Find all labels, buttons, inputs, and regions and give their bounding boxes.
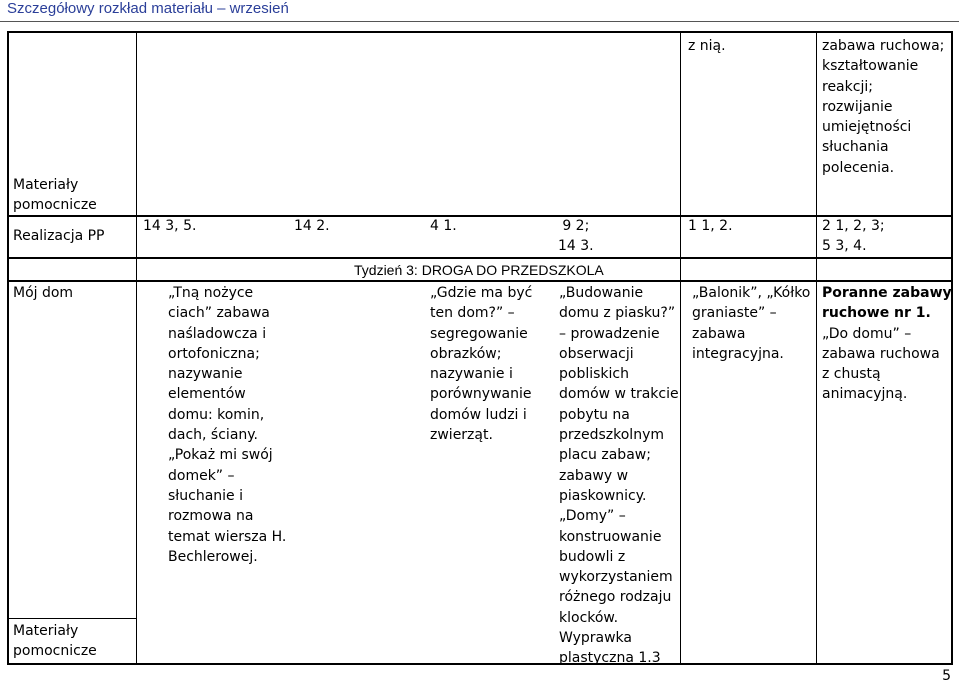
text-line: słuchanie i <box>168 487 244 504</box>
materials-label-bottom <box>13 621 97 662</box>
text-line: polecenia. <box>822 159 895 176</box>
col6-activities <box>692 283 810 364</box>
page-number: 5 <box>942 668 951 684</box>
text-line: segregowanie <box>430 325 528 342</box>
text-line: plastyczna 1.3 <box>559 650 661 667</box>
text-line: elementów <box>168 386 246 403</box>
col7-activities <box>822 283 952 405</box>
col-divider-1 <box>136 31 137 665</box>
text-line: ortofoniczna; <box>168 345 260 362</box>
header-rule <box>0 21 959 22</box>
row-divider-4 <box>7 618 137 619</box>
text-line: Bechlerowej. <box>168 548 258 565</box>
text-line: naśladowcza i <box>168 325 267 342</box>
text-line: umiejętności <box>822 119 912 136</box>
text-line: rozwijanie <box>822 98 893 115</box>
text-line: „Pokaż mi swój <box>168 447 273 464</box>
realizacja-col6: 1 1, 2. <box>688 218 733 234</box>
text-line: 2 1, 2, 3; <box>822 218 885 234</box>
text-line: animacyjną. <box>822 386 908 403</box>
text-line: klocków. <box>559 609 619 626</box>
text-line: reakcji; <box>822 78 873 95</box>
text-line: „Gdzie ma być <box>430 285 533 301</box>
topic-label: Mój dom <box>13 285 74 301</box>
col5-activities <box>559 283 679 669</box>
text-line: różnego rodzaju <box>559 589 672 606</box>
text-line: Wyprawka <box>559 630 632 647</box>
text-line: 14 3. <box>558 238 594 255</box>
text-line: budowli z <box>559 548 626 565</box>
row-divider-2 <box>7 257 953 259</box>
text-line: konstruowanie <box>559 528 662 545</box>
header-title: Szczegółowy rozkład materiału – wrzesień <box>7 0 289 17</box>
week-title: Tydzień 3: DROGA DO PRZEDSZKOLA <box>354 262 604 278</box>
text-line: zabawa ruchowa; <box>822 38 945 54</box>
text-line: z chustą <box>822 366 881 383</box>
text-line: Materiały <box>13 177 79 193</box>
text-line: – prowadzenie <box>559 325 660 342</box>
text-line: placu zabaw; <box>559 447 651 464</box>
text-line: integracyjna. <box>692 345 784 362</box>
realizacja-col2: 14 3, 5. <box>143 218 197 234</box>
text-line-bold: ruchowe nr 1. <box>822 305 931 322</box>
text-line: słuchania <box>822 139 889 156</box>
text-line: rozmowa na <box>168 508 254 525</box>
materials-label-top <box>13 175 97 216</box>
text-line: obserwacji <box>559 345 634 362</box>
col2-activities <box>168 283 286 567</box>
text-line: pobytu na <box>559 406 630 423</box>
col-divider-2 <box>680 31 681 665</box>
text-line: nazywanie i <box>430 366 513 383</box>
text-line-bold: Poranne zabawy <box>822 285 952 301</box>
text-line: zabawa ruchowa <box>822 345 940 362</box>
text-line: zwierząt. <box>430 427 493 444</box>
realizacja-col4: 4 1. <box>430 218 457 234</box>
text-line: „Tną nożyce <box>168 285 254 301</box>
text-line: domów w trakcie <box>559 386 679 403</box>
realizacja-label: Realizacja PP <box>13 228 105 244</box>
table-border-top <box>7 31 953 33</box>
text-line: domów ludzi i <box>430 406 527 423</box>
text-line: domek” – <box>168 467 235 484</box>
text-line: ten dom?” – <box>430 305 515 322</box>
text-line: pobliskich <box>559 366 629 383</box>
text-line: pomocnicze <box>13 643 97 660</box>
text-line: „Budowanie <box>559 285 644 301</box>
text-line: graniaste” – <box>692 305 777 322</box>
text-line: pomocnicze <box>13 197 97 214</box>
text-line: wykorzystaniem <box>559 569 673 586</box>
text-line: temat wiersza H. <box>168 528 287 545</box>
text-line: „Do domu” – <box>822 325 912 342</box>
text-line: piaskownicy. <box>559 487 647 504</box>
text-line: „Domy” – <box>559 508 626 525</box>
realizacja-col5 <box>558 216 594 257</box>
col4-activities <box>430 283 532 445</box>
text-line: 9 2; <box>562 218 590 234</box>
col-divider-3 <box>816 31 817 665</box>
text-line: przedszkolnym <box>559 427 664 444</box>
row-divider-3 <box>7 280 953 282</box>
text-line: porównywanie <box>430 386 532 403</box>
text-line: 5 3, 4. <box>822 238 867 255</box>
realizacja-col3: 14 2. <box>294 218 330 234</box>
text-line: ciach” zabawa <box>168 305 270 322</box>
text-line: obrazków; <box>430 345 502 362</box>
text-line: kształtowanie <box>822 58 919 75</box>
text-line: zabawy w <box>559 467 629 484</box>
text-line: „Balonik”, „Kółko <box>692 285 811 301</box>
text-line: Materiały <box>13 623 79 639</box>
text-line: zabawa <box>692 325 746 342</box>
table-border-bottom <box>7 663 953 665</box>
realizacja-col7 <box>822 216 885 257</box>
text-line: domu: komin, <box>168 406 265 423</box>
text-line: nazywanie <box>168 366 243 383</box>
top-col6-text <box>688 36 726 56</box>
table-border-left <box>7 31 9 665</box>
text-line: z nią. <box>688 38 726 54</box>
text-line: domu z piasku?” <box>559 305 676 322</box>
top-col7-text <box>822 36 944 178</box>
text-line: dach, ściany. <box>168 427 259 444</box>
